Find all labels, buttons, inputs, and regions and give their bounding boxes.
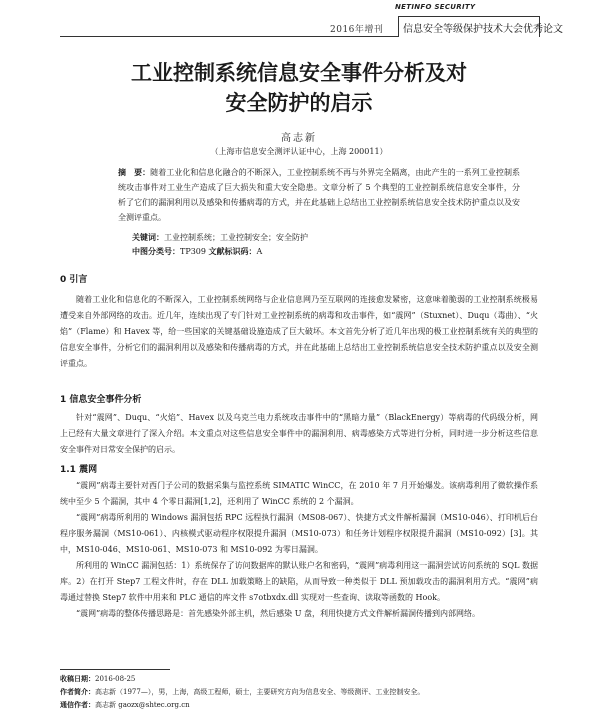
journal-name: NETINFO SECURITY [395,3,476,11]
section-1-body [60,410,538,458]
bio-label: 作者简介： [60,688,95,696]
keywords-block [132,231,308,259]
paragraph: “震网”病毒主要针对西门子公司的数据采集与监控系统 SIMATIC WinCC，在 2010 年 7 月开始爆发。该病毒利用了微软操作系统中至少 5 个漏洞，其中 4 个零日漏洞[1,2]，还利用了 WinCC 系统的 2 个漏洞。 [60,481,538,506]
doc-code: A [256,247,263,256]
paragraph: 所利用的 WinCC 漏洞包括：1）系统保存了访问数据库的默认账户名和密码，“震网”病毒利用这一漏洞尝试访问系统的 SQL 数据库。2）在打开 Step7 工程文件时，存在 DLL 加载策略上的缺陷，从而导致一种类似于 DLL 预加载攻击的漏洞利用方式。“震网”病毒通过替换 Step7 软件中用来和 PLC 通信的库文件 s7otbxdx.dll 实现对一些查询、读取等函数的 Hook。 [60,561,538,602]
abstract-label: 摘 要： [118,168,151,177]
doc-code-label: 文献标识码： [208,247,257,256]
abstract [118,165,520,225]
contact-email[interactable]: 高志新 gaozx@shtec.org.cn [95,701,190,709]
received-date: 2016-08-25 [95,675,136,683]
keywords-text: 工业控制系统；工业控制安全；安全防护 [164,233,308,242]
author-name: 高志新 [281,133,317,144]
clc-label: 中图分类号： [132,247,180,256]
section-heading-intro: 0 引言 [60,275,88,285]
contact-label: 通信作者： [60,701,95,709]
footnote [60,673,538,712]
paragraph: “震网”病毒的整体传播思路是：首先感染外部主机，然后感染 U 盘，利用快捷方式文件解析漏洞传播到内部网络。 [76,609,481,618]
section-1-1-body [60,478,538,622]
section-heading-1-1: 1.1 震网 [60,465,98,475]
keywords-label: 关键词： [132,233,164,242]
title-line-2: 安全防护的启示 [225,91,373,115]
paragraph: 针对“震网”、Duqu、“火焰”、Havex 以及乌克兰电力系统攻击事件中的“黑暗力量”（BlackEnergy）等病毒的代码级分析，网上已经有大量文章进行了深入介绍。本文重点对这些信息安全事件中的漏洞利用、病毒感染方式等进行分析，同时进一步分析这些信息安全事件对日常安全保护的启示。 [60,413,538,454]
paragraph: “震网”病毒所利用的 Windows 漏洞包括 RPC 远程执行漏洞（MS08-067）、快捷方式文件解析漏洞（MS10-046）、打印机后台程序服务漏洞（MS10-061）、内核模式驱动程序权限提升漏洞（MS10-073）和任务计划程序权限提升漏洞（MS10-092）[3]。其中，MS10-046、MS10-061、MS10-073 和 MS10-092 为零日漏洞。 [60,513,538,554]
issue-date: 2016年增刊 [330,25,384,35]
abstract-text: 随着工业化和信息化融合的不断深入，工业控制系统不再与外界完全隔离，由此产生的一系列工业控制系统攻击事件对工业生产造成了巨大损失和重大安全隐患。文章分析了 5 个典型的工业控制系统信息安全事件，分析了它们的漏洞利用以及感染和传播病毒的方式，并在此基础上总结出工业控制系统信息安全技术防护重点以及安全测评重点。 [118,168,521,222]
section-heading-1: 1 信息安全事件分析 [60,395,142,405]
author-affiliation: （上海市信息安全测评认证中心，上海 200011） [210,147,388,156]
clc-number: TP309 [180,247,206,256]
footnote-rule [60,669,170,670]
section-intro-body [60,292,538,372]
article-title [60,58,538,118]
title-line-1: 工业控制系统信息安全事件分析及对 [131,61,467,85]
column-title: 信息安全等级保护技术大会优秀论文 [403,24,563,35]
author-bio: 高志新（1977—），男，上海，高级工程师，硕士，主要研究方向为信息安全、等级测评、工业控制安全。 [95,688,425,696]
paragraph: 随着工业化和信息化的不断深入，工业控制系统网络与企业信息网乃至互联网的连接愈发紧密，这意味着脆弱的工业控制系统极易遭受来自外部网络的攻击。近几年，连续出现了专门针对工业控制系统的病毒和攻击事件，如“震网”（Stuxnet）、Duqu（毒曲）、“火焰”（Flame）和 Havex 等，给一些国家的关键基础设施造成了巨大破坏。本文首先分析了近几年出现的极工业控制系统有关的典型的信息安全事件，分析它们的漏洞利用以及感染和传播病毒的方式，并在此基础上总结出工业控制系统信息安全技术防护重点以及安全测评重点。 [60,295,538,368]
received-label: 收稿日期： [60,675,95,683]
